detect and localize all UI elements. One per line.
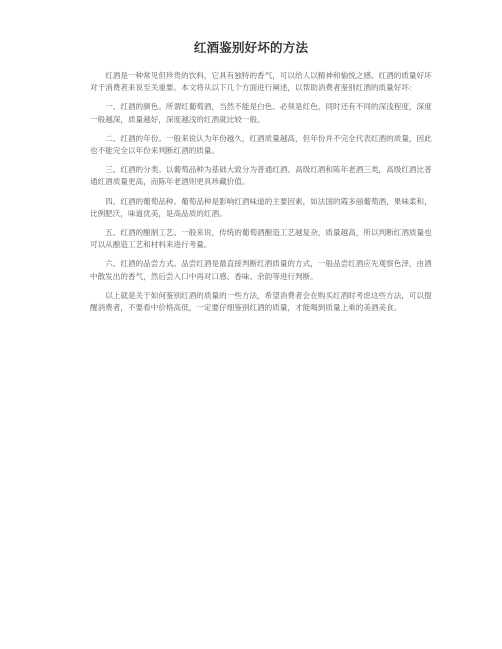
paragraph-conclusion: 以上就是关于如何鉴别红酒的质量的一些方法，希望消费者会在购买红酒时考虑这些方法，可以提醒消费者，不要看中价格高低，一定要仔细鉴别红酒的质量，才能喝到质量上乘的美酒美食。 bbox=[90, 290, 432, 313]
paragraph-grape-variety: 四、红酒的葡萄品种。葡萄品种是影响红酒味道的主要因素，如法国的霞多丽葡萄酒，果味柔和，比例肥沃，味道优美，是高品质的红酒。 bbox=[90, 196, 432, 218]
paragraph-intro: 红酒是一种常见但珍贵的饮料，它具有独特的香气，可以给人以精神和愉悦之感。红酒的质量好坏对于消费者来说至关重要。本文将从以下几个方面进行阐述，以帮助消费者鉴别红酒的质量好坏： bbox=[90, 71, 432, 93]
paragraph-vintage: 二、红酒的年份。一般来说认为年份越久，红酒质量越高，但年份并不完全代表红酒的质量，因此也不能完全以年份来判断红酒的质量。 bbox=[90, 133, 432, 156]
paragraph-winemaking: 五、红酒的酿制工艺。一般来说，传统的葡萄酒酿造工艺越复杂，质量越高，所以判断红酒质量也可以从酿造工艺和材料来进行考量。 bbox=[90, 228, 432, 250]
paragraph-classification: 三、红酒的分类。以葡萄品种为基础大致分为普通红酒、高级红酒和陈年老酒三类，高级红酒比普通红酒质量更高，而陈年老酒则更具珍藏价值。 bbox=[90, 165, 432, 187]
document-title: 红酒鉴别好坏的方法 bbox=[193, 40, 309, 55]
paragraph-tasting: 六、红酒的品尝方式。品尝红酒是最直接判断红酒质量的方式，一般品尝红酒应先观察色泽，由酒中散发出的香气，然后尝入口中再对口感、香味、余韵等进行判断。 bbox=[90, 259, 432, 281]
document-body bbox=[90, 70, 435, 321]
paragraph-color: 一、红酒的颜色。所谓红葡萄酒，当然不能是白色、必须是红色，同时还有不同的深浅程度，深度一般越深，质量越好，深度越浅的红酒就比较一般。 bbox=[90, 102, 432, 124]
